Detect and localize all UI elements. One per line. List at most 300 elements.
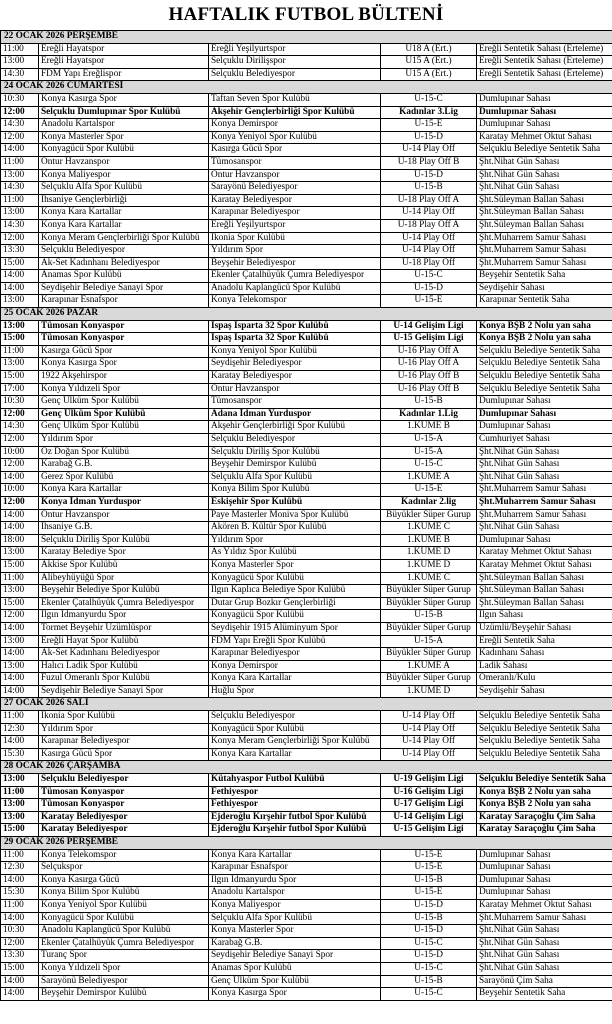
match-time: 14:00 [1, 522, 39, 535]
match-time: 14:00 [1, 509, 39, 522]
match-time: 15:00 [1, 559, 39, 572]
venue: Şht.Muharrem Samur Sahası [477, 232, 612, 245]
schedule-table [0, 30, 612, 1001]
match-row [1, 736, 612, 749]
match-time: 12:00 [1, 232, 39, 245]
category: U-16 Play Off A [381, 345, 477, 358]
home-team: Halıcı Ladik Spor Kulübü [39, 660, 209, 673]
category: U-15-B [381, 396, 477, 409]
venue: Selçuklu Belediye Sentetik Saha [477, 736, 612, 749]
match-row [1, 194, 612, 207]
category: U-18 Play Off [381, 257, 477, 270]
category: U-14 Play Off [381, 723, 477, 736]
venue: Beyşehir Sentetik Saha [477, 270, 612, 283]
day-header-row [1, 81, 612, 94]
match-time: 12:00 [1, 106, 39, 119]
venue: Karatay Mehmet Oktut Sahası [477, 547, 612, 560]
match-time: 14:00 [1, 622, 39, 635]
away-team: Selçuklu Belediyespor [209, 711, 381, 724]
home-team: Karapınar Belediyespor [39, 736, 209, 749]
away-team: Konya Kara Kartallar [209, 748, 381, 761]
match-time: 14:30 [1, 119, 39, 132]
match-row [1, 660, 612, 673]
home-team: Ekenler Çatalhüyük Çumra Belediyespor [39, 937, 209, 950]
category: U-18 Play Off A [381, 194, 477, 207]
category: U-14 Play Off [381, 144, 477, 157]
home-team: Selçuklu Belediyespor [39, 774, 209, 787]
category: U-15-A [381, 434, 477, 447]
match-row [1, 912, 612, 925]
match-time: 13:00 [1, 358, 39, 371]
venue: Ömeranlı/Kulu [477, 673, 612, 686]
home-team: Konya Yeniyol Spor Kulübü [39, 899, 209, 912]
match-row [1, 484, 612, 497]
away-team: Kasırga Gücü Spor [209, 144, 381, 157]
match-row [1, 962, 612, 975]
home-team: Seydişehir Belediye Sanayi Spor [39, 282, 209, 295]
match-time: 14:30 [1, 182, 39, 195]
away-team: As Yıldız Spor Kulübü [209, 547, 381, 560]
away-team: Konyagücü Spor Kulübü [209, 723, 381, 736]
match-time: 11:00 [1, 194, 39, 207]
away-team: Taftan Seven Spor Kulübü [209, 93, 381, 106]
away-team: Ekenler Çatalhüyük Çumra Belediyespor [209, 270, 381, 283]
day-label: 24 OCAK 2026 CUMARTESİ [1, 81, 612, 94]
category: 1.KÜME B [381, 421, 477, 434]
match-row [1, 408, 612, 421]
away-team: Ispaş Isparta 32 Spor Kulübü [209, 320, 381, 333]
home-team: Beyşehir Demirspor Kulübü [39, 988, 209, 1001]
match-row [1, 522, 612, 535]
venue: Selçuklu Belediye Sentetik Saha [477, 723, 612, 736]
match-time: 13:00 [1, 799, 39, 812]
home-team: Konya Meram Gençlerbirliği Spor Kulübü [39, 232, 209, 245]
away-team: Ispaş Isparta 32 Spor Kulübü [209, 333, 381, 346]
away-team: Konya Demirspor [209, 660, 381, 673]
venue: Selçuklu Belediye Sentetik Saha [477, 371, 612, 384]
category: U-14 Play Off [381, 748, 477, 761]
home-team: Kasırga Gücü Spor [39, 748, 209, 761]
match-time: 11:00 [1, 572, 39, 585]
venue: Selçuklu Belediye Sentetik Saha [477, 144, 612, 157]
match-time: 15:00 [1, 333, 39, 346]
match-time: 12:00 [1, 131, 39, 144]
venue: Şht.Süleyman Ballan Sahası [477, 194, 612, 207]
venue: Dumlupınar Sahası [477, 93, 612, 106]
match-time: 14:00 [1, 471, 39, 484]
day-header-row [1, 31, 612, 44]
home-team: Fuzul Ömeranlı Spor Kulübü [39, 673, 209, 686]
venue: Şht.Muharrem Samur Sahası [477, 257, 612, 270]
category: U-15 Gelişim Ligi [381, 333, 477, 346]
match-time: 14:00 [1, 685, 39, 698]
match-row [1, 282, 612, 295]
day-label: 22 OCAK 2026 PERŞEMBE [1, 31, 612, 44]
venue: Konya BŞB 2 Nolu yan saha [477, 320, 612, 333]
category: U-15-E [381, 862, 477, 875]
away-team: Selçuklu Dirilişspor [209, 56, 381, 69]
match-row [1, 459, 612, 472]
venue: Dumlupınar Sahası [477, 849, 612, 862]
match-time: 12:00 [1, 408, 39, 421]
category: U-15-A [381, 635, 477, 648]
home-team: Karatay Belediye Spor [39, 547, 209, 560]
match-row [1, 106, 612, 119]
match-time: 14:00 [1, 282, 39, 295]
away-team: Akören B. Kültür Spor Kulübü [209, 522, 381, 535]
match-time: 14:00 [1, 874, 39, 887]
match-time: 11:00 [1, 849, 39, 862]
home-team: Kasırga Gücü Spor [39, 345, 209, 358]
away-team: Anadolu Kartalspor [209, 887, 381, 900]
venue: Konya BŞB 2 Nolu yan saha [477, 333, 612, 346]
match-time: 14:00 [1, 648, 39, 661]
match-time: 14:00 [1, 270, 39, 283]
match-time: 11:00 [1, 786, 39, 799]
home-team: Karapınar Esnafspor [39, 295, 209, 308]
match-time: 12:00 [1, 610, 39, 623]
category: U-15-D [381, 925, 477, 938]
venue: Selçuklu Belediye Sentetik Saha [477, 711, 612, 724]
home-team: Genç Ülküm Spor Kulübü [39, 421, 209, 434]
match-row [1, 295, 612, 308]
venue: Şht.Süleyman Ballan Sahası [477, 207, 612, 220]
venue: Dumlupınar Sahası [477, 119, 612, 132]
match-row [1, 622, 612, 635]
venue: Kadınhanı Sahası [477, 648, 612, 661]
category: U-15-D [381, 899, 477, 912]
match-time: 10:00 [1, 484, 39, 497]
venue: Konya BŞB 2 Nolu yan saha [477, 799, 612, 812]
home-team: Tümosan Konyaspor [39, 333, 209, 346]
match-row [1, 471, 612, 484]
page-title: HAFTALIK FUTBOL BÜLTENİ [168, 4, 444, 25]
match-row [1, 849, 612, 862]
venue: Şht.Süleyman Ballan Sahası [477, 585, 612, 598]
match-row [1, 824, 612, 837]
category: U-14 Gelişim Ligi [381, 811, 477, 824]
home-team: Anadolu Kartalspor [39, 119, 209, 132]
category: U-15-B [381, 610, 477, 623]
venue: Ereğli Sentetik Sahası (Erteleme) [477, 68, 612, 81]
match-time: 14:00 [1, 988, 39, 1001]
home-team: Beyşehir Belediye Spor Kulübü [39, 585, 209, 598]
match-row [1, 685, 612, 698]
category: 1.KÜME A [381, 471, 477, 484]
category: U-15-D [381, 131, 477, 144]
home-team: Öntur Havzanspor [39, 156, 209, 169]
day-header-row [1, 698, 612, 711]
match-time: 13:00 [1, 169, 39, 182]
home-team: Genç Ülküm Spor Kulübü [39, 396, 209, 409]
venue: Seydişehir Sahası [477, 685, 612, 698]
away-team: Konya Masterler Spor [209, 925, 381, 938]
home-team: Tümosan Konyaspor [39, 320, 209, 333]
category: U-15-E [381, 484, 477, 497]
match-time: 14:00 [1, 975, 39, 988]
category: U15 A (Ert.) [381, 56, 477, 69]
match-time: 14:30 [1, 68, 39, 81]
venue: Beyşehir Sentetik Saha [477, 988, 612, 1001]
match-row [1, 862, 612, 875]
match-time: 14:00 [1, 673, 39, 686]
match-row [1, 421, 612, 434]
day-label: 28 OCAK 2026 ÇARŞAMBA [1, 761, 612, 774]
match-time: 15:00 [1, 257, 39, 270]
match-row [1, 937, 612, 950]
match-time: 15:00 [1, 824, 39, 837]
away-team: Ejderoğlu Kırşehir futbol Spor Kulübü [209, 824, 381, 837]
match-row [1, 950, 612, 963]
home-team: Yıldırım Spor [39, 434, 209, 447]
match-time: 12:30 [1, 723, 39, 736]
category: U-15-C [381, 962, 477, 975]
day-header-row [1, 308, 612, 321]
home-team: Öntur Havzanspor [39, 509, 209, 522]
venue: Dumlupınar Sahası [477, 421, 612, 434]
home-team: 1922 Akşehirspor [39, 371, 209, 384]
home-team: Konya Yıldızeli Spor [39, 383, 209, 396]
home-team: Konya Kara Kartallar [39, 484, 209, 497]
away-team: Selçuklu Belediyespor [209, 434, 381, 447]
match-row [1, 131, 612, 144]
home-team: Anamas Spor Kulübü [39, 270, 209, 283]
venue: Seydişehir Sahası [477, 282, 612, 295]
venue: Selçuklu Belediye Sentetik Saha [477, 383, 612, 396]
away-team: Karabağ G.B. [209, 937, 381, 950]
away-team: Konya Kara Kartallar [209, 849, 381, 862]
venue: Karatay Saraçoğlu Çim Saha [477, 811, 612, 824]
venue: Ilgın Sahası [477, 610, 612, 623]
match-row [1, 799, 612, 812]
category: U-14 Gelişim Ligi [381, 320, 477, 333]
match-row [1, 509, 612, 522]
venue: Ereğli Sentetik Sahası (Erteleme) [477, 56, 612, 69]
category: U-15-C [381, 93, 477, 106]
match-time: 11:00 [1, 711, 39, 724]
category: Kadınlar 2.lig [381, 496, 477, 509]
day-header-row [1, 761, 612, 774]
venue: Şht.Muharrem Samur Sahası [477, 484, 612, 497]
category: 1.KÜME D [381, 685, 477, 698]
category: U-19 Gelişim Ligi [381, 774, 477, 787]
category: U-16 Gelişim Ligi [381, 786, 477, 799]
home-team: İhsaniye G.B. [39, 522, 209, 535]
match-time: 14:30 [1, 421, 39, 434]
match-row [1, 887, 612, 900]
away-team: Seydişehir Belediyespor [209, 358, 381, 371]
match-row [1, 786, 612, 799]
match-time: 15:00 [1, 962, 39, 975]
category: U-15 Gelişim Ligi [381, 824, 477, 837]
category: U-18 Play Off B [381, 156, 477, 169]
match-row [1, 345, 612, 358]
match-row [1, 811, 612, 824]
match-row [1, 496, 612, 509]
away-team: Selçuklu Alfa Spor Kulübü [209, 912, 381, 925]
away-team: Konya Yeniyol Spor Kulübü [209, 345, 381, 358]
day-label: 29 OCAK 2026 PERŞEMBE [1, 837, 612, 850]
match-row [1, 333, 612, 346]
category: Büyükler Süper Gurup [381, 673, 477, 686]
away-team: Karapınar Belediyespor [209, 648, 381, 661]
away-team: Konya Yeniyol Spor Kulübü [209, 131, 381, 144]
home-team: Selçuklu Diriliş Spor Kulübü [39, 534, 209, 547]
category: U-15-C [381, 988, 477, 1001]
category: Büyükler Süper Gurup [381, 622, 477, 635]
away-team: Konya Meram Gençlerbirliği Spor Kulübü [209, 736, 381, 749]
home-team: Sarayönü Belediyespor [39, 975, 209, 988]
match-time: 10:30 [1, 93, 39, 106]
match-row [1, 547, 612, 560]
category: 1.KÜME A [381, 660, 477, 673]
match-row [1, 144, 612, 157]
category: 1.KÜME B [381, 534, 477, 547]
away-team: Ilgın İdmanyurdu Spor [209, 874, 381, 887]
match-row [1, 648, 612, 661]
venue: Sarayönü Çim Saha [477, 975, 612, 988]
away-team: Öntur Havzanspor [209, 383, 381, 396]
venue: Şht.Muharrem Samur Sahası [477, 912, 612, 925]
venue: Ereğli Sentetik Sahası (Erteleme) [477, 43, 612, 56]
category: U-15-B [381, 874, 477, 887]
match-row [1, 774, 612, 787]
match-row [1, 434, 612, 447]
away-team: Beyşehir Demirspor Kulübü [209, 459, 381, 472]
match-row [1, 534, 612, 547]
venue: Üzümlü/Beyşehir Sahası [477, 622, 612, 635]
match-time: 12:00 [1, 459, 39, 472]
home-team: Ak-Set Kadınhanı Belediyespor [39, 257, 209, 270]
home-team: Anadolu Kaplangücü Spor Kulübü [39, 925, 209, 938]
away-team: İkonia Spor Kulübü [209, 232, 381, 245]
category: U-16 Play Off B [381, 371, 477, 384]
venue: Şht.Nihat Gün Sahası [477, 937, 612, 950]
match-time: 13:00 [1, 811, 39, 824]
home-team: Konya Kasırga Gücü [39, 874, 209, 887]
category: U15 A (Ert.) [381, 68, 477, 81]
match-row [1, 68, 612, 81]
category: U-14 Play Off [381, 207, 477, 220]
away-team: Karatay Belediyespor [209, 371, 381, 384]
away-team: Sarayönü Belediyespor [209, 182, 381, 195]
home-team: Ak-Set Kadınhanı Belediyespor [39, 648, 209, 661]
venue: Cumhuriyet Sahası [477, 434, 612, 447]
away-team: Akşehir Gençlerbirliği Spor Kulübü [209, 421, 381, 434]
venue: Karatay Mehmet Oktut Sahası [477, 899, 612, 912]
category: U-16 Play Off B [381, 383, 477, 396]
category: U-15-B [381, 975, 477, 988]
match-row [1, 257, 612, 270]
home-team: Alibeyhüyüğü Spor [39, 572, 209, 585]
away-team: Yıldırım Spor [209, 245, 381, 258]
category: U-15-D [381, 282, 477, 295]
category: U-14 Play Off [381, 232, 477, 245]
away-team: Kütahyaspor Futbol Kulübü [209, 774, 381, 787]
venue: Selçuklu Belediye Sentetik Saha [477, 748, 612, 761]
venue: Şht.Nihat Gün Sahası [477, 169, 612, 182]
venue: Karatay Saraçoğlu Çim Saha [477, 824, 612, 837]
venue: Şht.Nihat Gün Sahası [477, 156, 612, 169]
match-time: 14:30 [1, 219, 39, 232]
home-team: Tümosan Konyaspor [39, 786, 209, 799]
home-team: Konyagücü Spor Kulübü [39, 144, 209, 157]
day-label: 25 OCAK 2026 PAZAR [1, 308, 612, 321]
away-team: Fethiyespor [209, 786, 381, 799]
match-row [1, 56, 612, 69]
match-row [1, 396, 612, 409]
home-team: İkonia Spor Kulübü [39, 711, 209, 724]
away-team: Konya Kasırga Spor [209, 988, 381, 1001]
away-team: Seydişehir 1915 Alüminyum Spor [209, 622, 381, 635]
match-time: 11:00 [1, 899, 39, 912]
away-team: Adana İdman Yurduspor [209, 408, 381, 421]
schedule-body [1, 31, 612, 1001]
away-team: Konya Bilim Spor Kulübü [209, 484, 381, 497]
match-time: 13:00 [1, 547, 39, 560]
home-team: Ereğli Hayatspor [39, 56, 209, 69]
match-time: 12:00 [1, 496, 39, 509]
venue: Selçuklu Belediye Sentetik Saha [477, 358, 612, 371]
venue: Dumlupınar Sahası [477, 887, 612, 900]
match-row [1, 169, 612, 182]
category: Büyükler Süper Gurup [381, 509, 477, 522]
category: U-15-E [381, 119, 477, 132]
away-team: Anamas Spor Kulübü [209, 962, 381, 975]
match-row [1, 219, 612, 232]
category: U-15-B [381, 182, 477, 195]
home-team: Tormet Beyşehir Üzümlüspor [39, 622, 209, 635]
match-time: 11:00 [1, 156, 39, 169]
match-row [1, 245, 612, 258]
match-time: 15:30 [1, 887, 39, 900]
match-time: 13:00 [1, 660, 39, 673]
match-row [1, 723, 612, 736]
venue: Şht.Nihat Gün Sahası [477, 962, 612, 975]
category: U-15-E [381, 295, 477, 308]
match-row [1, 320, 612, 333]
away-team: Konya Telekomspor [209, 295, 381, 308]
away-team: Selçuklu Belediyespor [209, 68, 381, 81]
category: Büyükler Süper Gurup [381, 585, 477, 598]
venue: Şht.Muharrem Samur Sahası [477, 509, 612, 522]
home-team: Selçuklu Dumlupınar Spor Kulübü [39, 106, 209, 119]
away-team: Eskişehir Spor Kulübü [209, 496, 381, 509]
category: U-15-E [381, 887, 477, 900]
home-team: Konya İdman Yurduspor [39, 496, 209, 509]
category: U-15-C [381, 459, 477, 472]
category: U-16 Play Off A [381, 358, 477, 371]
match-row [1, 119, 612, 132]
match-row [1, 585, 612, 598]
home-team: Gerez Spor Kulübü [39, 471, 209, 484]
home-team: Ilgın İdmanyurdu Spor [39, 610, 209, 623]
away-team: Tümosanspor [209, 396, 381, 409]
venue: Şht.Nihat Gün Sahası [477, 950, 612, 963]
away-team: Beyşehir Belediyespor [209, 257, 381, 270]
category: U-14 Play Off [381, 711, 477, 724]
home-team: Selçukspor [39, 862, 209, 875]
day-label: 27 OCAK 2026 SALI [1, 698, 612, 711]
away-team: Konya Demirspor [209, 119, 381, 132]
home-team: Tümosan Konyaspor [39, 799, 209, 812]
match-row [1, 156, 612, 169]
home-team: Karatay Belediyespor [39, 824, 209, 837]
match-time: 13:00 [1, 320, 39, 333]
home-team: Konya Kasırga Spor [39, 358, 209, 371]
category: U-15-D [381, 950, 477, 963]
venue: Dumlupınar Sahası [477, 396, 612, 409]
